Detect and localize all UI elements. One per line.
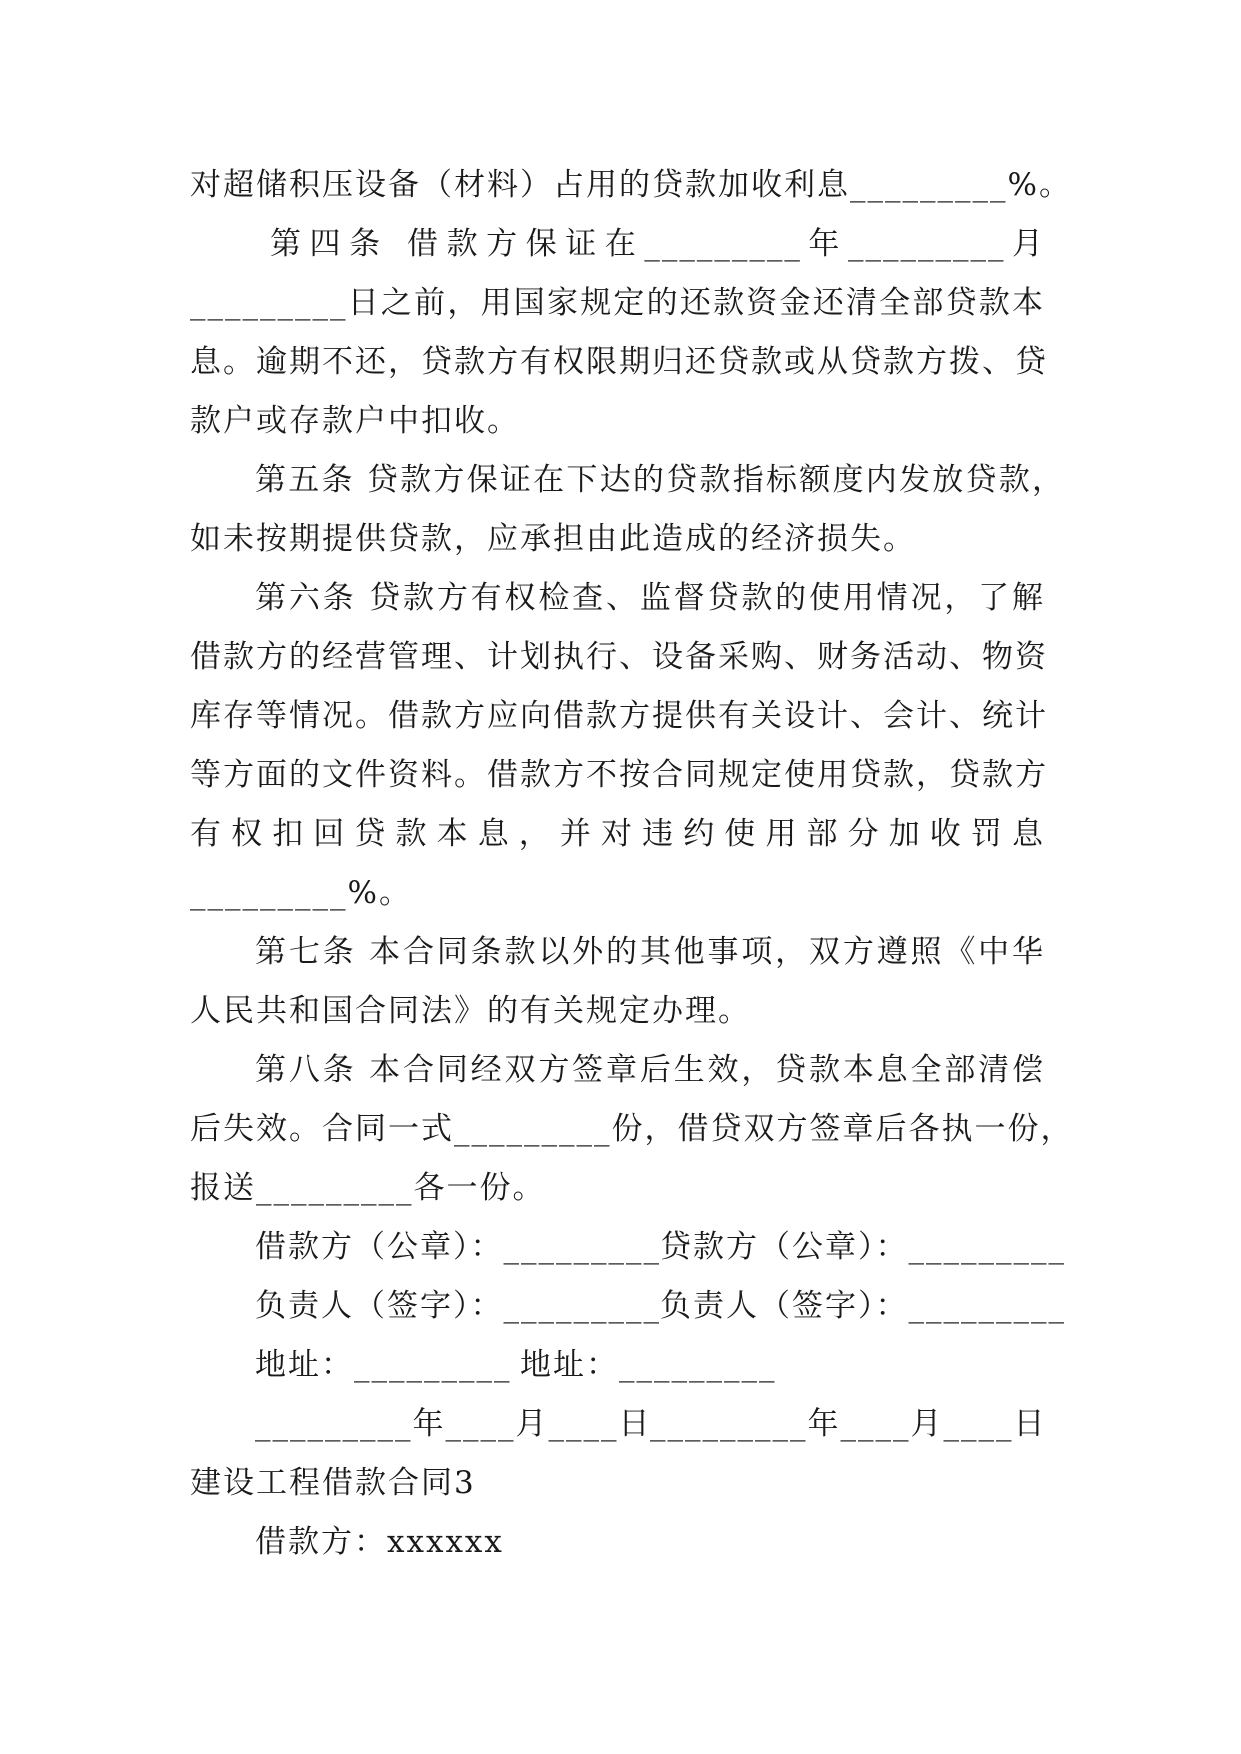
paragraph-line: 等方面的文件资料。借款方不按合同规定使用贷款，贷款方 xyxy=(190,757,1048,793)
borrower-address-field: 地址：_________ xyxy=(255,1347,512,1383)
borrower-date-field: _________年____月____日 xyxy=(255,1406,652,1442)
paragraph-line: 库存等情况。借款方应向借款方提供有关设计、会计、统计 xyxy=(190,698,1048,734)
paragraph-line: 对超储积压设备（材料）占用的贷款加收利息_________%。 xyxy=(190,167,1072,203)
article-6-line: 第六条 贷款方有权检查、监督贷款的使用情况，了解 xyxy=(255,580,1045,616)
lender-person-field: 负责人（签字）：_________ xyxy=(660,1288,1066,1324)
paragraph-line: 有权扣回贷款本息，并对违约使用部分加收罚息 xyxy=(190,816,1045,852)
borrower-person-field: 负责人（签字）：_________ xyxy=(255,1288,661,1324)
lender-address-field: 地址：_________ xyxy=(520,1347,777,1383)
borrower-seal-field: 借款方（公章）：_________ xyxy=(255,1229,661,1265)
lender-date-field: _________年____月____日 xyxy=(650,1406,1047,1442)
paragraph-line: _________%。 xyxy=(190,875,412,911)
article-5-line: 第五条 贷款方保证在下达的贷款指标额度内发放贷款， xyxy=(255,462,1065,498)
article-7-line: 第七条 本合同条款以外的其他事项，双方遵照《中华 xyxy=(255,934,1045,970)
article-4-heading-line: 第四条 借款方保证在_________年_________月 xyxy=(270,226,1045,262)
paragraph-line: 报送_________各一份。 xyxy=(190,1170,546,1206)
paragraph-line: _________日之前，用国家规定的还款资金还清全部贷款本 xyxy=(190,285,1045,321)
paragraph-line: 后失效。合同一式_________份，借贷双方签章后各执一份， xyxy=(190,1111,1074,1147)
paragraph-line: 款户或存款户中扣收。 xyxy=(190,403,520,439)
article-8-line: 第八条 本合同经双方签章后生效，贷款本息全部清偿 xyxy=(255,1052,1045,1088)
lender-seal-field: 贷款方（公章）：_________ xyxy=(660,1229,1066,1265)
paragraph-line: 借款方的经营管理、计划执行、设备采购、财务活动、物资 xyxy=(190,639,1048,675)
next-contract-title: 建设工程借款合同3 xyxy=(190,1465,476,1501)
paragraph-line: 如未按期提供贷款，应承担由此造成的经济损失。 xyxy=(190,521,916,557)
paragraph-line: 人民共和国合同法》的有关规定办理。 xyxy=(190,993,751,1029)
next-contract-borrower: 借款方：xxxxxx xyxy=(255,1524,504,1560)
paragraph-line: 息。逾期不还，贷款方有权限期归还贷款或从贷款方拨、贷 xyxy=(190,344,1048,380)
